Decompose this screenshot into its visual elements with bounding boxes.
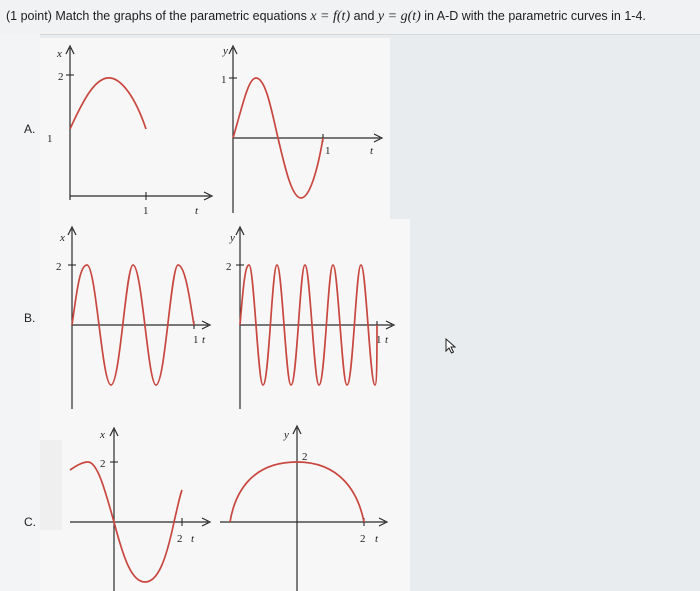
graph-b-x-xlabel: t [202,334,206,346]
question-text [6,9,646,25]
question-suffix: in A-D with the parametric curves in 1-4. [420,9,646,23]
equation-y: y = g(t) [377,9,421,24]
graph-c-y-xtick-label: 2 [360,533,366,545]
graph-a-x-ylabel: x [57,48,62,60]
graph-b-y-ytick-label: 2 [226,261,232,273]
graph-a-y-xtick-label: 1 [325,145,331,157]
graph-c-x-ytick-label: 2 [100,458,106,470]
graph-c-x-xlabel: t [191,533,195,545]
question-prefix: (1 point) Match the graphs of the parametric equations [6,9,311,23]
graph-b-x-xtick-label: 1 [193,334,199,346]
graph-c-svg [40,410,410,591]
graph-b-y-xlabel: t [385,334,389,346]
graph-a-y-ytick-label: 1 [221,74,227,86]
graph-c-x-xtick-label: 2 [177,533,183,545]
graph-b-y-ylabel: y [230,232,235,244]
graph-a-x-ytick-label: 2 [58,71,64,83]
question-and: and [350,9,378,23]
graph-panel-b [40,219,410,414]
graph-a-x-xlabel: t [195,205,199,217]
graph-b-x-ytick-label: 2 [56,261,62,273]
graph-c-y-ytick-label: 2 [302,451,308,463]
graph-a-y-xlabel: t [370,145,374,157]
graph-b-x-ylabel: x [60,232,65,244]
graph-a-y-ylabel: y [223,45,228,57]
row-label-a: A. [24,122,36,136]
graph-a-svg [40,38,390,223]
mouse-pointer-icon [445,338,459,359]
graph-c-x-ylabel: x [100,429,105,441]
equation-x: x = f(t) [310,9,351,24]
graph-panel-a [40,38,390,223]
row-label-b: B. [24,311,36,325]
graph-b-y-xtick-label: 1 [376,334,382,346]
graph-a-x-curve [70,78,146,129]
graph-a-x-xtick-label: 1 [143,205,149,217]
graph-panel-c [40,410,410,591]
row-label-c: C. [24,515,36,529]
graph-c-y-xlabel: t [375,533,379,545]
graph-a-x-ytick-label-2: 1 [47,133,53,145]
question-header [0,0,700,35]
graph-b-svg [40,219,410,414]
graph-c-y-ylabel: y [284,429,289,441]
